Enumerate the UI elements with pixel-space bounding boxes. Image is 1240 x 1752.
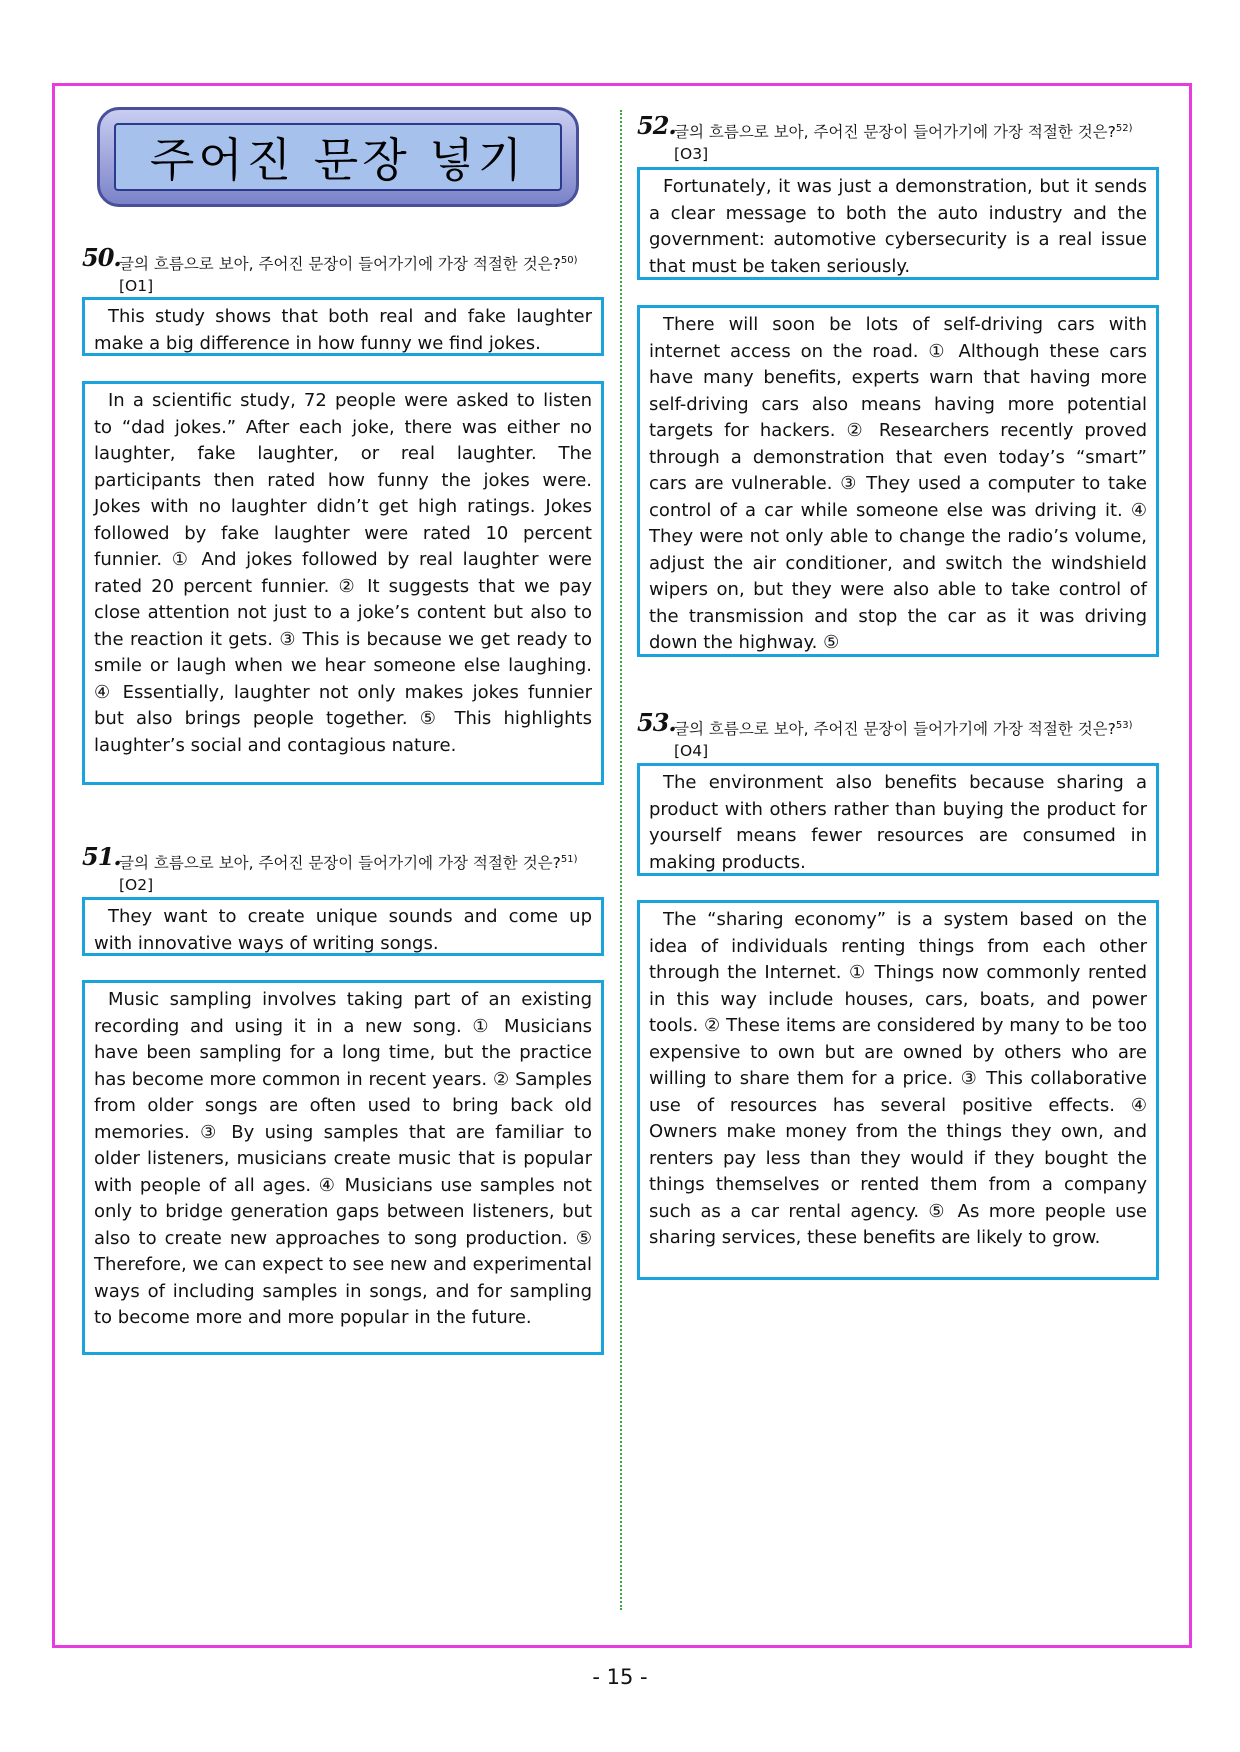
- question-code: [O2]: [119, 876, 154, 895]
- question-53-given-sentence: The environment also benefits because sharing a product with others rather than buying the product for yourself means fewer resources are consumed in making products.: [637, 763, 1159, 876]
- question-ref: 53): [1115, 720, 1133, 731]
- question-prompt: 글의 흐름으로 보아, 주어진 문장이 들어가기에 가장 적절한 것은?: [674, 123, 1116, 142]
- question-ref: 50): [560, 255, 578, 266]
- question-51-header: [82, 842, 604, 896]
- question-prompt: 글의 흐름으로 보아, 주어진 문장이 들어가기에 가장 적절한 것은?: [674, 720, 1116, 739]
- column-divider: [620, 110, 622, 1610]
- page-number: - 15 -: [592, 1665, 648, 1689]
- question-number: 52.: [637, 111, 676, 140]
- question-50-passage: In a scientific study, 72 people were asked to listen to “dad jokes.” After each joke, there was either no laughter, fake laughter, or real laughter. The participants then rated how funny the jokes were. Jokes with no laughter didn’t get high ratings. Jokes followed by fake laughter were rated 10 percent funnier. ① And jokes followed by real laughter were rated 20 percent funnier. ② It suggests that we pay close attention not just to a joke’s content but also to the reaction it gets. ③ This is because we get ready to smile or laugh when we hear someone else laughing. ④ Essentially, laughter not only makes jokes funnier but also brings people together. ⑤ This highlights laughter’s social and contagious nature.: [82, 381, 604, 785]
- question-52-passage: There will soon be lots of self-driving cars with internet access on the road. ① Although these cars have many benefits, experts warn that having more self-driving cars also means having more potential targets for hackers. ② Researchers recently proved through a demonstration that even today’s “smart” cars are vulnerable. ③ They used a computer to take control of a car while someone else was driving it. ④ They were not only able to change the radio’s volume, adjust the air conditioner, and switch the windshield wipers on, but they were also able to take control of the transmission and stop the car as it was driving down the highway. ⑤: [637, 305, 1159, 657]
- title-banner-inner: [114, 123, 562, 191]
- question-ref: 51): [560, 854, 578, 865]
- question-52-given-sentence: Fortunately, it was just a demonstration, but it sends a clear message to both the auto industry and the government: automotive cybersecurity is a real issue that must be taken seriously.: [637, 167, 1159, 280]
- question-code: [O3]: [674, 145, 709, 164]
- title-banner: [97, 107, 579, 207]
- question-prompt: 글의 흐름으로 보아, 주어진 문장이 들어가기에 가장 적절한 것은?: [119, 854, 561, 873]
- question-code: [O1]: [119, 277, 154, 296]
- question-52-header: [637, 111, 1159, 165]
- question-53-header: [637, 708, 1159, 762]
- question-50-header: [82, 243, 604, 297]
- question-51-given-sentence: They want to create unique sounds and come up with innovative ways of writing songs.: [82, 897, 604, 956]
- page-title: 주어진 문장 넣기: [149, 133, 527, 187]
- question-number: 51.: [82, 842, 121, 871]
- question-ref: 52): [1115, 123, 1133, 134]
- question-number: 50.: [82, 243, 121, 272]
- question-53-passage: The “sharing economy” is a system based on the idea of individuals renting things from each other through the Internet. ① Things now commonly rented in this way include houses, cars, boats, and power tools. ② These items are considered by many to be too expensive to own but are owned by others who are willing to share them for a price. ③ This collaborative use of resources has several positive effects. ④ Owners make money from the things they own, and renters pay less than they would if they bought the things themselves or rented them from a company such as a car rental agency. ⑤ As more people use sharing services, these benefits are likely to grow.: [637, 900, 1159, 1280]
- question-51-passage: Music sampling involves taking part of an existing recording and using it in a new song. ① Musicians have been sampling for a long time, but the practice has become more common in recent years. ② Samples from older songs are often used to bring back old memories. ③ By using samples that are familiar to older listeners, musicians create music that is popular with people of all ages. ④ Musicians use samples not only to bridge generation gaps between listeners, but also to create new approaches to song production. ⑤ Therefore, we can expect to see new and experimental ways of including samples in songs, and for sampling to become more and more popular in the future.: [82, 980, 604, 1355]
- question-number: 53.: [637, 708, 676, 737]
- question-code: [O4]: [674, 742, 709, 761]
- question-50-given-sentence: This study shows that both real and fake laughter make a big difference in how funny we find jokes.: [82, 297, 604, 356]
- question-prompt: 글의 흐름으로 보아, 주어진 문장이 들어가기에 가장 적절한 것은?: [119, 255, 561, 274]
